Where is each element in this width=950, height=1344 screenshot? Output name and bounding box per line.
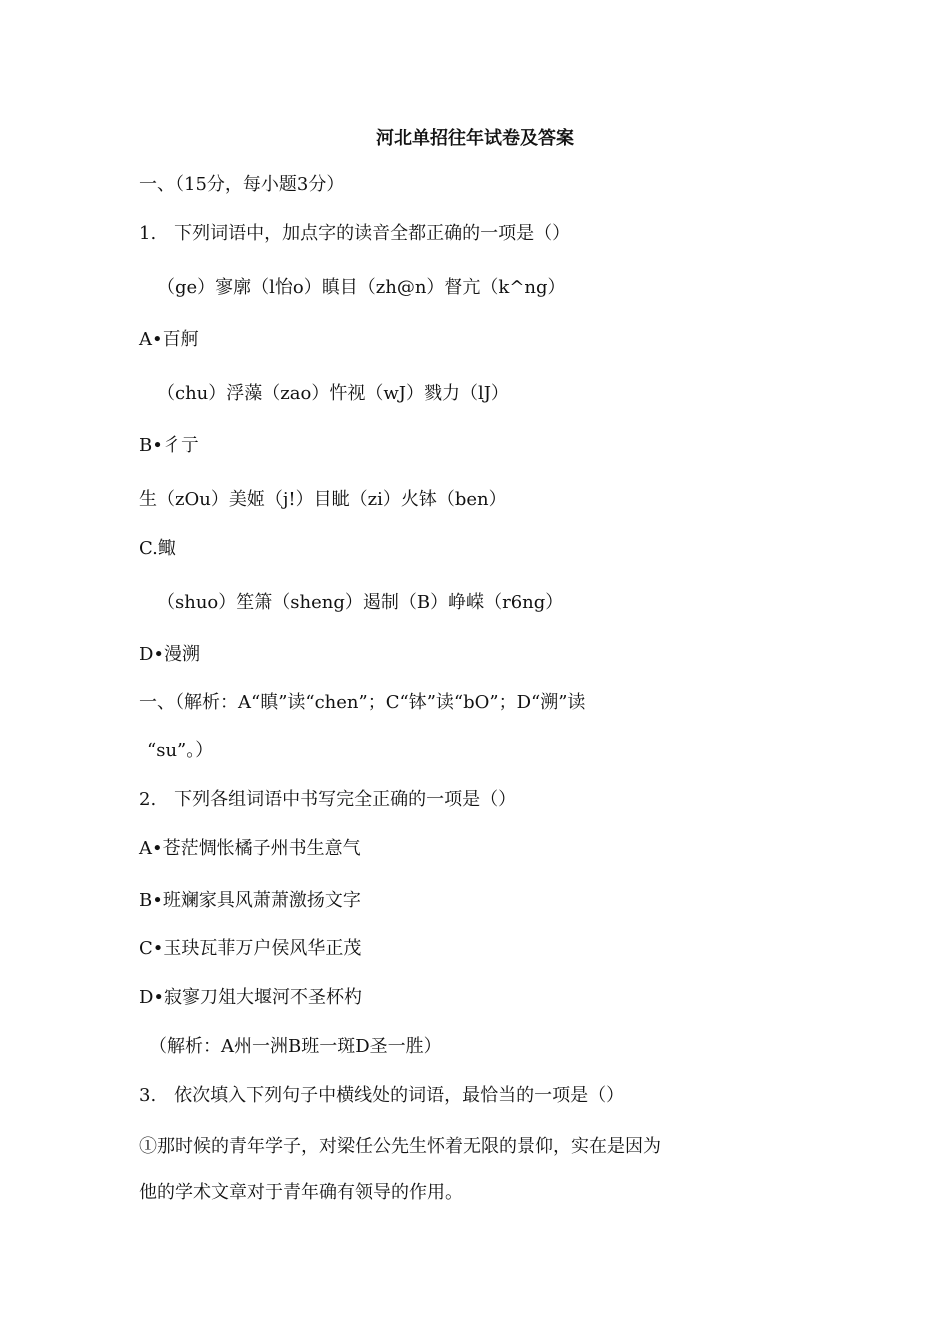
option-a-label: A•百舸 bbox=[139, 329, 199, 350]
question-3: 3. 依次填入下列句子中横线处的词语，最恰当的一项是（） bbox=[139, 1085, 625, 1106]
question-2-option-b: B•班斓家具风萧萧激扬文字 bbox=[139, 890, 361, 911]
option-d-label: D•漫溯 bbox=[139, 644, 201, 665]
question-2-option-c: C•玉玦瓦菲万户侯风华正茂 bbox=[139, 938, 362, 959]
question-2-option-d: D•寂寥刀俎大堰河不圣杯杓 bbox=[139, 987, 363, 1008]
section-heading: 一、（15分，每小题3分） bbox=[139, 174, 345, 195]
option-c-label: C.鲰 bbox=[139, 538, 176, 559]
answer-1-explanation-cont: “su”。） bbox=[147, 740, 214, 761]
question-1: 1. 下列词语中，加点字的读音全都正确的一项是（） bbox=[139, 223, 571, 244]
option-d-pinyin: （shuo）笙箫（sheng）遏制（B）峥嵘（r6ng） bbox=[157, 592, 564, 613]
question-2-option-a: A•苍茫惆怅橘子州书生意气 bbox=[139, 838, 361, 859]
option-b-pinyin: （chu）浮藻（zao）忤视（wJ）戮力（lJ） bbox=[157, 383, 509, 404]
option-c-pinyin: 生（zOu）美姬（j!）目眦（zi）火钵（ben） bbox=[139, 489, 507, 510]
answer-2-explanation: （解析：A州一洲B班一斑D圣一胜） bbox=[149, 1036, 442, 1057]
option-b-label: B•彳亍 bbox=[139, 435, 199, 456]
option-a-pinyin: （ge）寥廓（l怡o）瞋目（zh@n）督亢（k^ng） bbox=[157, 277, 566, 298]
answer-1-explanation: 一、（解析：A“瞋”读“chen”；C“钵”读“bO”；D“溯”读 bbox=[139, 692, 586, 713]
question-2: 2. 下列各组词语中书写完全正确的一项是（） bbox=[139, 789, 517, 810]
document-title: 河北单招往年试卷及答案 bbox=[376, 128, 574, 149]
question-3-sentence-1: ①那时候的青年学子，对梁任公先生怀着无限的景仰，实在是因为 bbox=[139, 1136, 661, 1157]
question-3-sentence-1-cont: 他的学术文章对于青年确有领导的作用。 bbox=[139, 1182, 463, 1203]
